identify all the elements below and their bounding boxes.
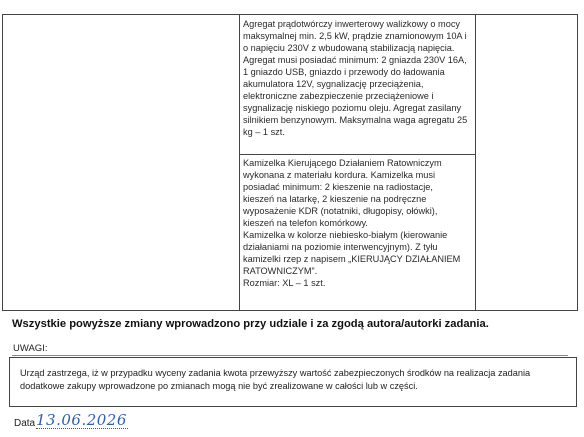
- remarks-box: [9, 357, 577, 407]
- remarks-label: UWAGI:: [13, 343, 48, 354]
- table-row-divider: [239, 154, 475, 155]
- remarks-text: Urząd zastrzega, iż w przypadku wyceny zadania kwota przewyższy wartość zabezpieczonych środków na realizacja zadania dodatkowe zakupy wprowadzone po zmianach mogą nie być zrealizowane w całości lub w części.: [20, 368, 531, 391]
- date-label: Data: [14, 418, 36, 429]
- remarks-divider: [12, 355, 568, 356]
- table-border-left: [2, 15, 3, 310]
- table-cell-vest-description: Kamizelka Kierującego Działaniem Ratowniczym wykonana z materiału kordura. Kamizelka musi posiadać minimum: 2 kieszenie na radiostacje, kieszeń na latarkę, 2 kieszenie na podręczne wyposażenie KDR (notatniki, długopisy, ołówki), kieszeń na telefon komórkowy. Kamizelka w kolorze niebiesko-białym (kierowanie działaniami na poziomie interwencyjnym). Z tyłu kamizelki rzep z napisem „KIERUJĄCY DZIAŁANIEM RATOWNICZYM”. Rozmiar: XL – 1 szt.: [243, 158, 461, 288]
- table-column-divider: [239, 15, 240, 310]
- table-border-right: [577, 15, 578, 310]
- table-column-divider: [475, 15, 476, 310]
- table-cell-generator-description: Agregat prądotwórczy inwerterowy walizkowy o mocy maksymalnej min. 2,5 kW, prądzie znamionowym 10A i o napięciu 230V z wbudowaną stabilizacją napięcia. Agregat musi posiadać minimum: 2 gniazda 230V 16A, 1 gniazdo USB, gniazdo i przewody do ładowania akumulatora 12V, sygnalizację przeciążenia, elektroniczne zabezpieczenie przeciążeniowe i sygnalizację niskiego poziomu oleju. Agregat zasilany silnikiem benzynowym. Maksymalna waga agregatu 25 kg – 1 szt.: [243, 19, 468, 137]
- date-underline: [36, 428, 128, 429]
- table-border-bottom: [2, 310, 578, 311]
- items-table: [2, 14, 578, 310]
- consent-statement: Wszystkie powyższe zmiany wprowadzono przy udziale i za zgodą autora/autorki zadania.: [12, 318, 489, 330]
- date-handwritten-value: 13.06.2026: [36, 411, 127, 429]
